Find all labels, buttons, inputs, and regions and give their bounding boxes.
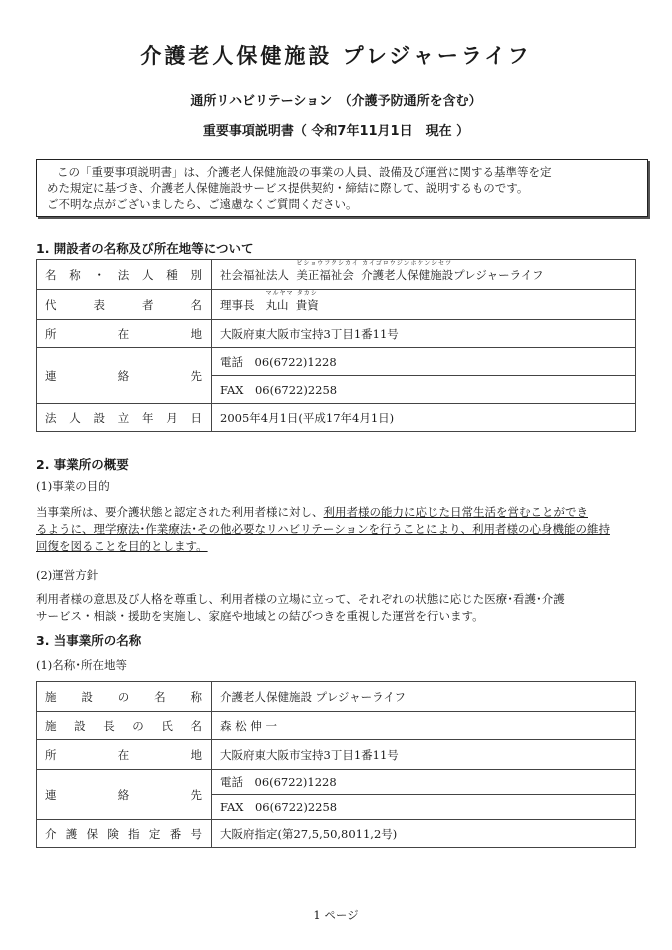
contact-label: 連絡先 (37, 348, 212, 404)
rep-value (212, 290, 636, 320)
page-number: 1 ページ (313, 908, 359, 922)
section3-subheading: (1)名称･所在地等 (36, 658, 128, 672)
ruby-text: ビショウフクシカイ (296, 259, 359, 267)
policy-line: 利用者様の意思及び人格を尊重し、利用者様の立場に立って、それぞれの状態に応じた医療･看護･介護 (36, 592, 565, 606)
table-row (37, 348, 636, 376)
purpose-line: るように、理学療法･作業療法･その他必要なリハビリテーションを行うことにより、利用者様の心身機能の維持 (36, 522, 610, 536)
ruby-base: 介護老人保健施設 (361, 267, 454, 282)
ruby-text: マルヤマ (265, 289, 294, 297)
name-value (212, 260, 636, 290)
facility-fax-value: FAX 06(6722)2258 (212, 795, 636, 820)
established-label: 法人設立年月日 (37, 404, 212, 432)
service-subtitle: 通所リハビリテーション （介護予防通所を含む） (190, 94, 482, 109)
address-label: 所在地 (37, 320, 212, 348)
table-row (37, 320, 636, 348)
notice-box (36, 159, 648, 217)
corp-type: 社会福祉法人 (220, 267, 289, 282)
insurance-value: 大阪府指定(第27,5,50,8011,2号) (212, 820, 636, 848)
director-label: 施設長の氏名 (37, 712, 212, 740)
rep-label: 代表者名 (37, 290, 212, 320)
ruby-base: 貴資 (295, 297, 319, 312)
policy-heading: (2)運営方針 (36, 568, 99, 582)
ruby-text: タカシ (296, 289, 318, 297)
ruby-base: 美正福祉会 (296, 267, 354, 282)
page-title: 介護老人保健施設 プレジャーライフ (140, 44, 532, 68)
section3-heading: 3. 当事業所の名称 (36, 633, 142, 648)
facility-name-value: 介護老人保健施設 プレジャーライフ (212, 682, 636, 712)
table-row (37, 770, 636, 795)
rep-title: 理事長 (220, 297, 255, 312)
facility-address-label: 所在地 (37, 740, 212, 770)
ruby-base: 丸山 (265, 297, 289, 312)
policy-line: サービス・相談・援助を実施し、家庭や地域との結びつきを重視した運営を行います。 (36, 609, 484, 623)
facility-type (361, 259, 454, 283)
name-label: 名称・法人種別 (37, 260, 212, 290)
table-row (37, 290, 636, 320)
policy-paragraph (36, 591, 636, 625)
table-row (37, 820, 636, 848)
insurance-label: 介護保険指定番号 (37, 820, 212, 848)
document-date-line: 重要事項説明書（ 令和7年11月1日 現在 ） (202, 124, 470, 139)
corp-name (296, 259, 359, 283)
director-value: 森 松 伸 一 (212, 712, 636, 740)
facility-tel-value: 電話 06(6722)1228 (212, 770, 636, 795)
table-row (37, 740, 636, 770)
purpose-line (36, 504, 636, 521)
ruby-text: カイゴロウジンホケンシセツ (362, 259, 453, 267)
purpose-paragraph (36, 504, 636, 555)
established-value: 2005年4月1日(平成17年4月1日) (212, 404, 636, 432)
purpose-line: 回復を図ることを目的とします。 (36, 539, 208, 553)
rep-family (265, 289, 294, 313)
notice-line: めた規定に基づき、介護老人保健施設サービス提供契約・締結に際して、説明するものです。 (47, 181, 529, 195)
facility-name: プレジャーライフ (453, 267, 544, 282)
purpose-heading: (1)事業の目的 (36, 479, 110, 493)
founder-table (36, 259, 636, 432)
purpose-text: 当事業所は、要介護状態と認定された利用者様に対し、 (36, 505, 324, 519)
rep-given (295, 289, 319, 313)
table-row (37, 404, 636, 432)
purpose-underlined: 利用者様の能力に応じた日常生活を営むことができ (323, 505, 588, 519)
table-row (37, 260, 636, 290)
tel-value: 電話 06(6722)1228 (212, 348, 636, 376)
facility-table (36, 681, 636, 848)
facility-name-label: 施設の名称 (37, 682, 212, 712)
notice-line: この「重要事項説明書」は、介護老人保健施設の事業の人員、設備及び運営に関する基準等を定 (57, 165, 552, 179)
facility-contact-label: 連絡先 (37, 770, 212, 820)
notice-line: ご不明な点がございましたら、ご遠慮なくご質問ください。 (47, 197, 358, 211)
facility-address-value: 大阪府東大阪市宝持3丁目1番11号 (212, 740, 636, 770)
section2-heading: 2. 事業所の概要 (36, 457, 129, 472)
table-row (37, 682, 636, 712)
section1-heading: 1. 開設者の名称及び所在地等について (36, 241, 254, 256)
address-value: 大阪府東大阪市宝持3丁目1番11号 (212, 320, 636, 348)
fax-value: FAX 06(6722)2258 (212, 376, 636, 404)
table-row (37, 712, 636, 740)
